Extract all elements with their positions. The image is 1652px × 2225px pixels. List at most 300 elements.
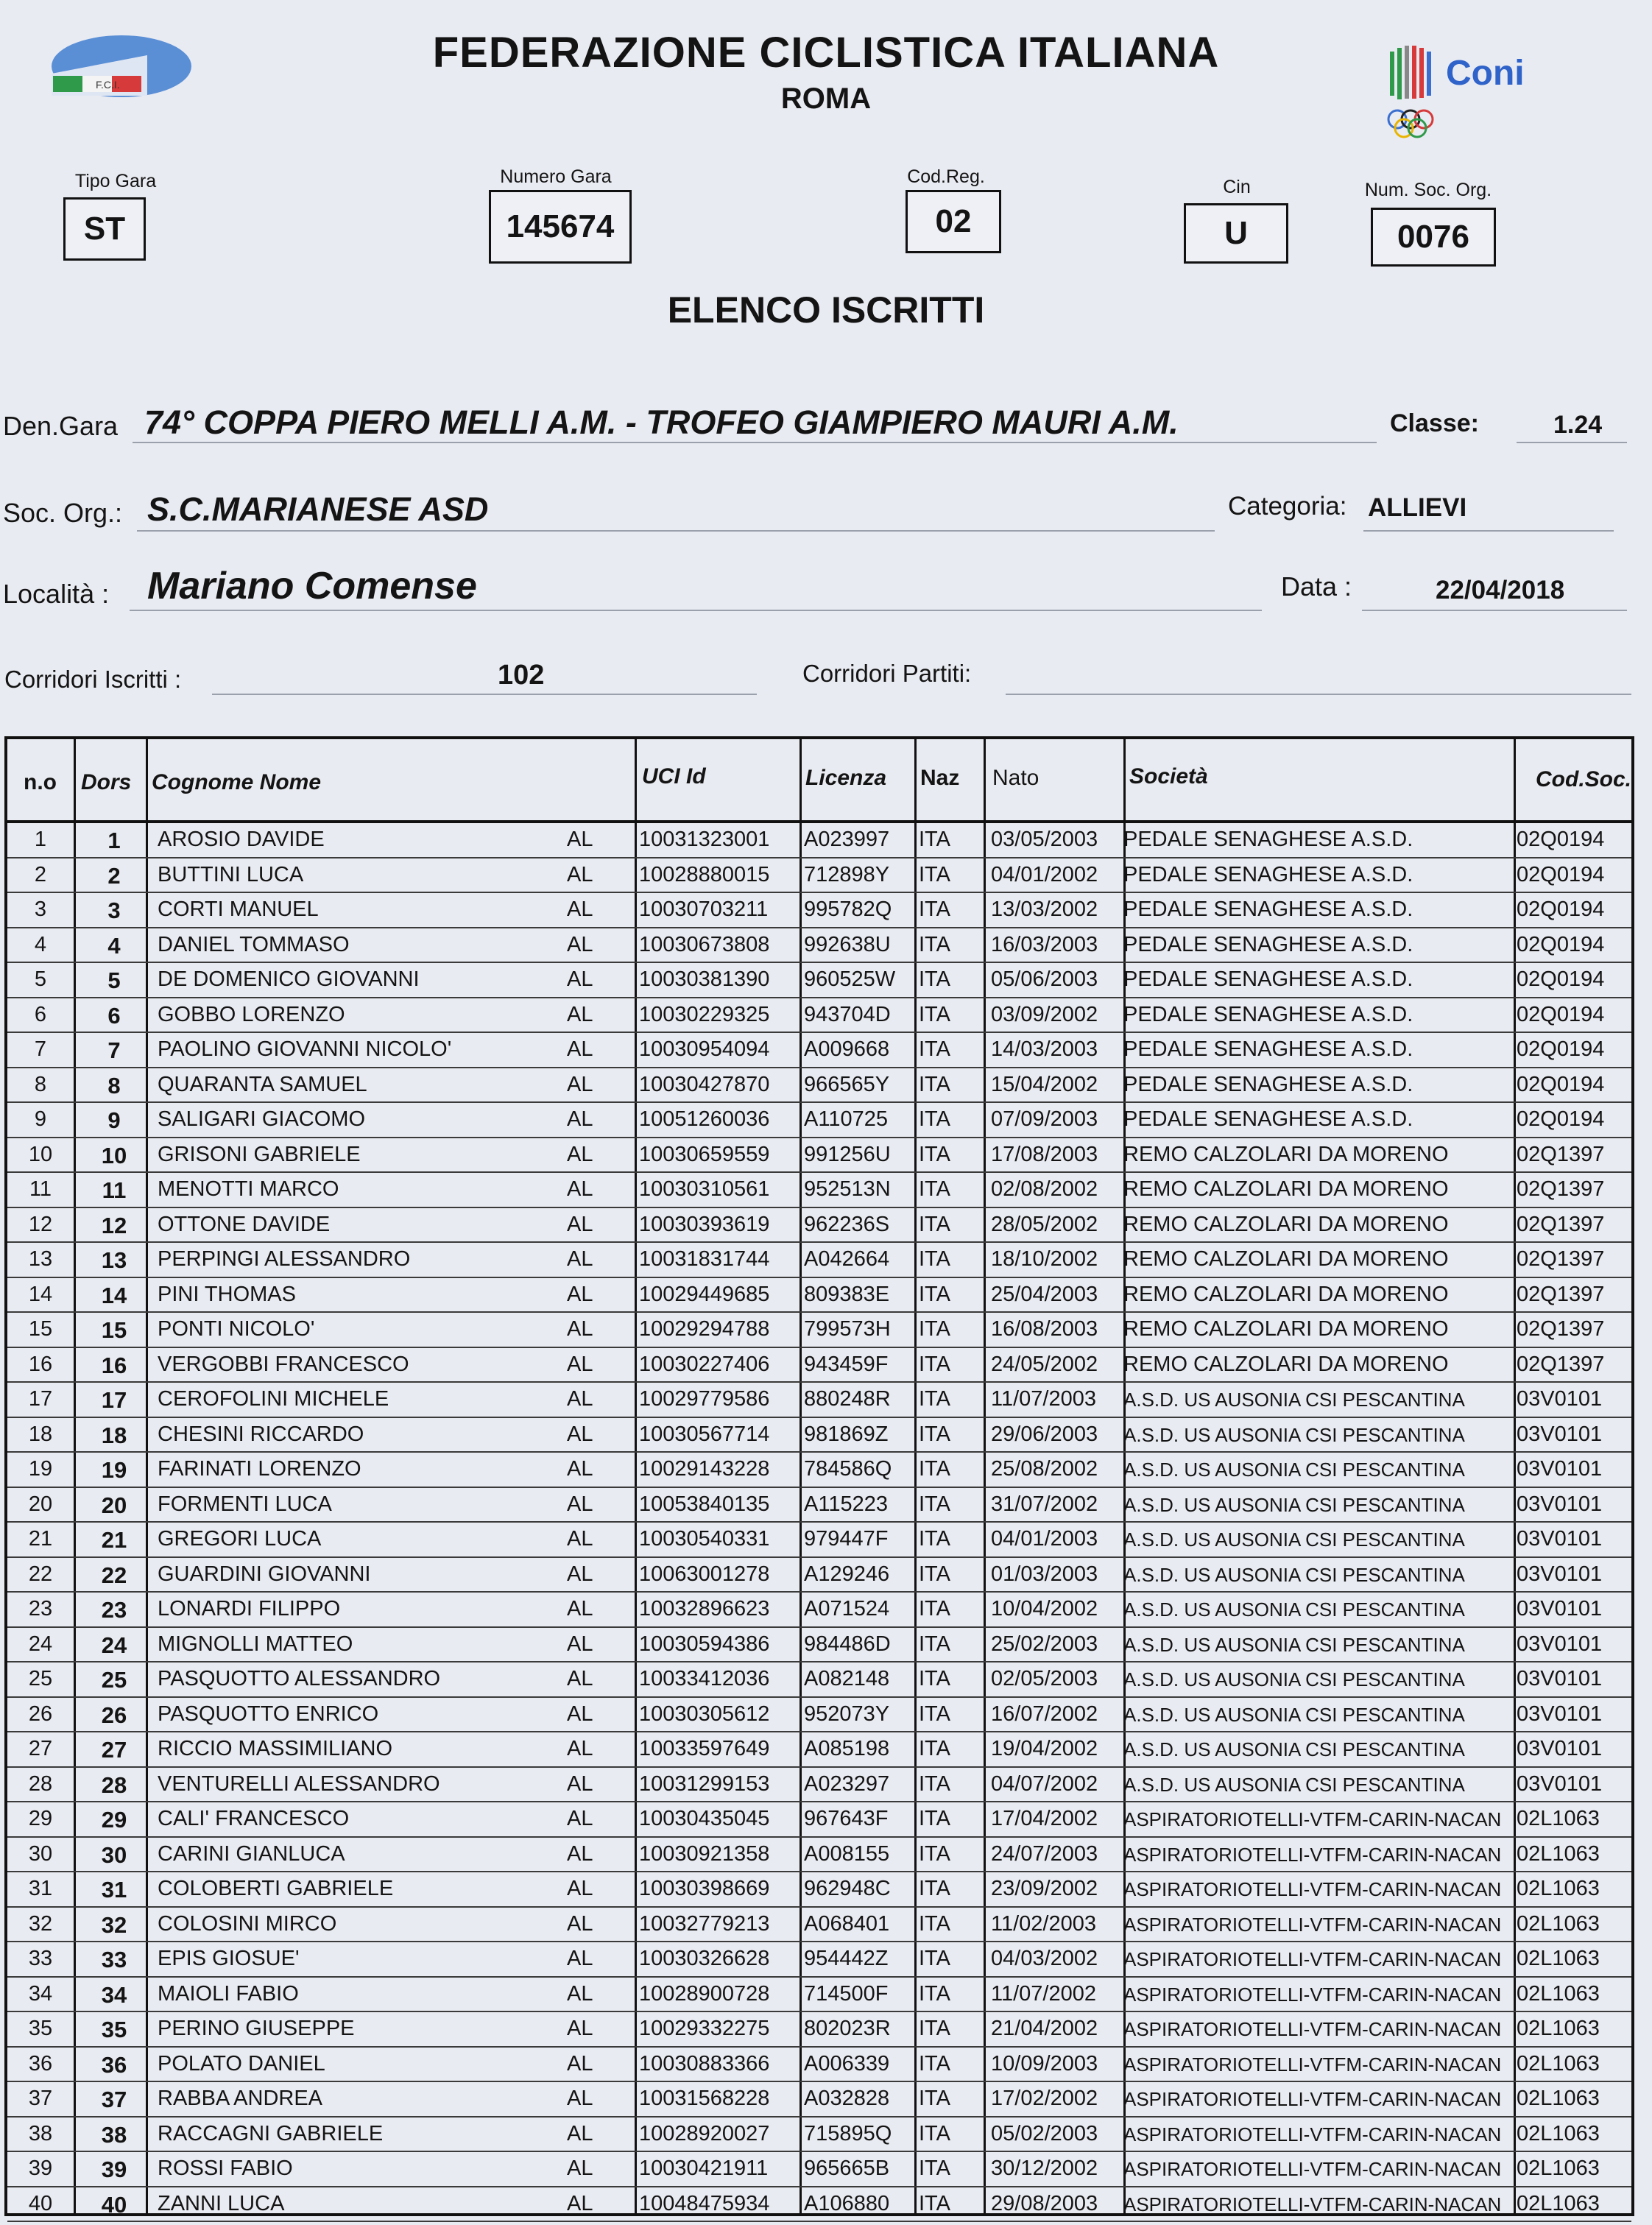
row-nationality: ITA <box>919 828 950 851</box>
row-category: AL <box>567 1387 593 1411</box>
row-team-code: 02Q1397 <box>1517 1317 1605 1341</box>
row-license: 715895Q <box>804 2121 892 2145</box>
row-category: AL <box>567 967 593 991</box>
row-uci-id: 10028880015 <box>639 862 770 886</box>
row-nationality: ITA <box>919 1352 950 1376</box>
row-birthdate: 04/01/2003 <box>991 1527 1098 1551</box>
row-license: 962236S <box>804 1212 890 1236</box>
row-number: 22 <box>28 1562 53 1586</box>
row-team: REMO CALZOLARI DA MORENO <box>1123 1177 1449 1201</box>
table-row <box>7 1032 1631 1068</box>
row-birthdate: 25/04/2003 <box>991 1282 1098 1306</box>
row-team-code: 03V0101 <box>1517 1562 1603 1586</box>
row-birthdate: 25/02/2003 <box>991 1632 1098 1656</box>
row-nationality: ITA <box>919 1212 950 1236</box>
row-team: REMO CALZOLARI DA MORENO <box>1123 1352 1449 1376</box>
row-number: 9 <box>34 1107 47 1131</box>
row-license: 880248R <box>804 1387 891 1411</box>
row-rider-name: PASQUOTTO ENRICO <box>158 1702 379 1726</box>
row-team: PEDALE SENAGHESE A.S.D. <box>1123 828 1413 851</box>
row-license: A008155 <box>804 1841 890 1866</box>
row-bib: 23 <box>101 1597 127 1623</box>
row-team-code: 02Q0194 <box>1517 862 1605 886</box>
table-row <box>7 1591 1631 1628</box>
table-header <box>7 739 1631 823</box>
table-row <box>7 1766 1631 1803</box>
row-number: 34 <box>28 1981 53 2006</box>
row-team-code: 02L1063 <box>1517 1877 1600 1900</box>
row-team: A.S.D. US AUSONIA CSI PESCANTINA <box>1123 1528 1465 1551</box>
row-uci-id: 10033597649 <box>639 1737 770 1760</box>
categoria-value: ALLIEVI <box>1368 493 1467 522</box>
row-rider-name: DANIEL TOMMASO <box>158 932 350 956</box>
row-team: PEDALE SENAGHESE A.S.D. <box>1123 1002 1413 1026</box>
row-team-code: 02L1063 <box>1517 2121 1600 2145</box>
row-rider-name: SALIGARI GIACOMO <box>158 1107 365 1131</box>
soc-org-label: Soc. Org.: <box>3 498 123 528</box>
row-license: 954442Z <box>804 1947 889 1970</box>
row-uci-id: 10032779213 <box>639 1911 770 1936</box>
row-team-code: 03V0101 <box>1517 1667 1603 1690</box>
row-rider-name: PONTI NICOLO' <box>158 1317 315 1341</box>
data-label: Data : <box>1281 571 1352 602</box>
table-row <box>7 822 1631 858</box>
table-row <box>7 1101 1631 1138</box>
row-uci-id: 10030227406 <box>639 1352 770 1376</box>
row-bib: 32 <box>101 1911 127 1938</box>
row-nationality: ITA <box>919 1737 950 1760</box>
row-category: AL <box>567 2121 593 2145</box>
table-row <box>7 1381 1631 1418</box>
row-team: A.S.D. US AUSONIA CSI PESCANTINA <box>1123 1563 1465 1586</box>
header-name: Cognome Nome <box>152 770 322 794</box>
row-nationality: ITA <box>919 1387 950 1411</box>
row-nationality: ITA <box>919 1072 950 1096</box>
cin-label: Cin <box>1223 177 1251 197</box>
row-birthdate: 13/03/2002 <box>991 898 1098 921</box>
row-number: 32 <box>28 1911 53 1936</box>
row-category: AL <box>567 1807 593 1830</box>
row-birthdate: 21/04/2002 <box>991 2017 1098 2040</box>
row-rider-name: DE DOMENICO GIOVANNI <box>158 967 420 991</box>
row-team-code: 02L1063 <box>1517 2017 1600 2040</box>
row-number: 18 <box>28 1422 53 1446</box>
row-license: 714500F <box>804 1981 889 2006</box>
row-birthdate: 01/03/2003 <box>991 1562 1098 1586</box>
row-license: A082148 <box>804 1667 890 1690</box>
row-number: 5 <box>34 967 47 991</box>
row-bib: 13 <box>101 1247 127 1273</box>
row-bib: 1 <box>107 828 121 853</box>
row-birthdate: 03/05/2003 <box>991 828 1098 851</box>
table-row <box>7 857 1631 894</box>
row-category: AL <box>567 2017 593 2040</box>
row-nationality: ITA <box>919 1142 950 1166</box>
row-birthdate: 04/01/2002 <box>991 862 1098 886</box>
row-uci-id: 10030673808 <box>639 932 770 956</box>
row-uci-id: 10063001278 <box>639 1562 770 1586</box>
row-number: 38 <box>28 2121 53 2145</box>
row-birthdate: 05/02/2003 <box>991 2121 1098 2145</box>
table-row <box>7 1801 1631 1838</box>
table-row <box>7 1556 1631 1593</box>
classe-value: 1.24 <box>1553 411 1603 439</box>
row-uci-id: 10030229325 <box>639 1002 770 1026</box>
row-category: AL <box>567 2051 593 2076</box>
row-nationality: ITA <box>919 2051 950 2076</box>
row-uci-id: 10030921358 <box>639 1841 770 1866</box>
row-bib: 25 <box>101 1667 127 1693</box>
row-team: A.S.D. US AUSONIA CSI PESCANTINA <box>1123 1773 1465 1796</box>
row-category: AL <box>567 1002 593 1026</box>
row-bib: 11 <box>102 1177 127 1203</box>
row-rider-name: COLOSINI MIRCO <box>158 1911 337 1936</box>
row-team: PEDALE SENAGHESE A.S.D. <box>1123 932 1413 956</box>
row-birthdate: 05/06/2003 <box>991 967 1098 991</box>
row-category: AL <box>567 1527 593 1551</box>
row-team: PEDALE SENAGHESE A.S.D. <box>1123 1072 1413 1096</box>
row-birthdate: 11/02/2003 <box>991 1911 1096 1936</box>
header-societa: Società <box>1129 764 1208 789</box>
table-row <box>7 1451 1631 1488</box>
categoria-label: Categoria: <box>1228 492 1347 521</box>
row-birthdate: 31/07/2002 <box>991 1492 1098 1516</box>
row-birthdate: 10/04/2002 <box>991 1597 1098 1621</box>
row-nationality: ITA <box>919 862 950 886</box>
row-number: 25 <box>28 1667 53 1690</box>
row-rider-name: COLOBERTI GABRIELE <box>158 1877 394 1900</box>
row-rider-name: PERINO GIUSEPPE <box>158 2017 355 2040</box>
row-bib: 37 <box>101 2087 127 2112</box>
table-row <box>7 1906 1631 1943</box>
row-uci-id: 10032896623 <box>639 1597 770 1621</box>
table-row <box>7 1626 1631 1663</box>
row-category: AL <box>567 1212 593 1236</box>
row-team: A.S.D. US AUSONIA CSI PESCANTINA <box>1123 1459 1465 1481</box>
row-uci-id: 10029294788 <box>639 1317 770 1341</box>
table-row <box>7 1487 1631 1523</box>
row-category: AL <box>567 1562 593 1586</box>
row-number: 8 <box>34 1072 47 1096</box>
row-bib: 29 <box>101 1807 127 1833</box>
row-bib: 22 <box>101 1562 127 1588</box>
row-license: A110725 <box>804 1107 888 1131</box>
row-category: AL <box>567 1177 593 1201</box>
row-nationality: ITA <box>919 1597 950 1621</box>
row-category: AL <box>567 1107 593 1131</box>
row-category: AL <box>567 1352 593 1376</box>
row-team-code: 02Q1397 <box>1517 1212 1605 1236</box>
row-birthdate: 30/12/2002 <box>991 2157 1098 2180</box>
row-nationality: ITA <box>919 2121 950 2145</box>
row-bib: 15 <box>101 1317 127 1343</box>
row-team-code: 02Q0194 <box>1517 1107 1605 1131</box>
row-bib: 18 <box>101 1422 127 1448</box>
table-row <box>7 927 1631 964</box>
row-rider-name: ZANNI LUCA <box>158 2191 285 2215</box>
row-team: ASPIRATORIOTELLI-VTFM-CARIN-NACAN <box>1123 1808 1502 1830</box>
row-team-code: 03V0101 <box>1517 1457 1603 1481</box>
num-soc-org-label: Num. Soc. Org. <box>1364 180 1492 200</box>
row-team: ASPIRATORIOTELLI-VTFM-CARIN-NACAN <box>1123 2158 1502 2180</box>
row-number: 31 <box>28 1877 53 1900</box>
row-team-code: 02Q0194 <box>1517 898 1605 921</box>
row-rider-name: AROSIO DAVIDE <box>158 828 325 851</box>
row-bib: 6 <box>107 1002 121 1029</box>
row-team: A.S.D. US AUSONIA CSI PESCANTINA <box>1123 1703 1465 1726</box>
row-team-code: 02L1063 <box>1517 1981 1600 2006</box>
row-license: 809383E <box>804 1282 890 1306</box>
table-row <box>7 1277 1631 1314</box>
row-birthdate: 19/04/2002 <box>991 1737 1098 1760</box>
row-number: 13 <box>28 1247 53 1271</box>
row-uci-id: 10031568228 <box>639 2087 770 2110</box>
row-license: A009668 <box>804 1037 890 1061</box>
row-uci-id: 10028920027 <box>639 2121 770 2145</box>
row-team-code: 02Q1397 <box>1517 1282 1605 1306</box>
row-bib: 24 <box>101 1632 127 1658</box>
row-team-code: 02L1063 <box>1517 1947 1600 1970</box>
row-team: REMO CALZOLARI DA MORENO <box>1123 1212 1449 1236</box>
cin-value: U <box>1184 203 1288 264</box>
row-uci-id: 10030703211 <box>639 898 769 921</box>
row-rider-name: RABBA ANDREA <box>158 2087 323 2110</box>
row-rider-name: CARINI GIANLUCA <box>158 1841 345 1866</box>
row-nationality: ITA <box>919 2087 950 2110</box>
row-birthdate: 17/02/2002 <box>991 2087 1098 2110</box>
row-number: 20 <box>28 1492 53 1516</box>
table-row <box>7 892 1631 928</box>
table-row <box>7 1836 1631 1873</box>
table-row <box>7 2186 1631 2223</box>
row-nationality: ITA <box>919 1632 950 1656</box>
cod-reg-value: 02 <box>906 190 1001 253</box>
row-birthdate: 28/05/2002 <box>991 1212 1098 1236</box>
table-row <box>7 1171 1631 1208</box>
header-no: n.o <box>24 770 57 794</box>
numero-gara-label: Numero Gara <box>500 166 612 187</box>
row-birthdate: 02/08/2002 <box>991 1177 1098 1201</box>
row-number: 17 <box>28 1387 53 1411</box>
row-bib: 33 <box>101 1947 127 1972</box>
row-category: AL <box>567 1841 593 1866</box>
row-rider-name: RACCAGNI GABRIELE <box>158 2121 384 2145</box>
row-bib: 39 <box>101 2157 127 2182</box>
table-row <box>7 2046 1631 2083</box>
row-license: 943704D <box>804 1002 891 1026</box>
row-uci-id: 10030427870 <box>639 1072 770 1096</box>
row-license: A023297 <box>804 1771 890 1796</box>
row-birthdate: 29/06/2003 <box>991 1422 1098 1446</box>
row-uci-id: 10031323001 <box>639 828 770 851</box>
row-nationality: ITA <box>919 2157 950 2180</box>
row-birthdate: 24/05/2002 <box>991 1352 1098 1376</box>
row-nationality: ITA <box>919 1841 950 1866</box>
table-row <box>7 2081 1631 2118</box>
row-category: AL <box>567 1422 593 1446</box>
row-license: 799573H <box>804 1317 891 1341</box>
row-rider-name: GUARDINI GIOVANNI <box>158 1562 371 1586</box>
table-row <box>7 1241 1631 1278</box>
table-row <box>7 1417 1631 1453</box>
partiti-line <box>1006 655 1631 695</box>
row-number: 23 <box>28 1597 53 1621</box>
row-license: 967643F <box>804 1807 889 1830</box>
row-team: ASPIRATORIOTELLI-VTFM-CARIN-NACAN <box>1123 1913 1502 1936</box>
table-row <box>7 997 1631 1034</box>
row-uci-id: 10030594386 <box>639 1632 770 1656</box>
row-team: A.S.D. US AUSONIA CSI PESCANTINA <box>1123 1668 1465 1690</box>
header-uci: UCI Id <box>642 764 706 789</box>
row-nationality: ITA <box>919 1807 950 1830</box>
table-row <box>7 1976 1631 2013</box>
row-nationality: ITA <box>919 1981 950 2006</box>
row-license: 979447F <box>804 1527 889 1551</box>
row-team-code: 02Q0194 <box>1517 1002 1605 1026</box>
row-team: REMO CALZOLARI DA MORENO <box>1123 1317 1449 1341</box>
row-team: PEDALE SENAGHESE A.S.D. <box>1123 862 1413 886</box>
row-rider-name: GOBBO LORENZO <box>158 1002 345 1026</box>
row-birthdate: 17/08/2003 <box>991 1142 1098 1166</box>
row-bib: 28 <box>101 1771 127 1798</box>
data-value: 22/04/2018 <box>1436 576 1565 604</box>
row-uci-id: 10030381390 <box>639 967 770 991</box>
row-birthdate: 16/08/2003 <box>991 1317 1098 1341</box>
row-rider-name: PINI THOMAS <box>158 1282 296 1306</box>
row-rider-name: QUARANTA SAMUEL <box>158 1072 367 1096</box>
svg-text:Coni: Coni <box>1446 54 1525 93</box>
row-number: 15 <box>28 1317 53 1341</box>
den-gara-value: 74° COPPA PIERO MELLI A.M. - TROFEO GIAMPIERO MAURI A.M. <box>144 403 1179 441</box>
numero-gara-value: 145674 <box>489 190 632 264</box>
row-number: 6 <box>34 1002 47 1026</box>
row-team-code: 03V0101 <box>1517 1422 1603 1446</box>
row-team-code: 02Q1397 <box>1517 1247 1605 1271</box>
table-row <box>7 2151 1631 2187</box>
row-license: 965665B <box>804 2157 890 2180</box>
row-team-code: 03V0101 <box>1517 1527 1603 1551</box>
row-nationality: ITA <box>919 1947 950 1970</box>
row-bib: 30 <box>101 1841 127 1868</box>
row-team-code: 03V0101 <box>1517 1492 1603 1516</box>
row-number: 3 <box>34 898 47 921</box>
row-rider-name: MAIOLI FABIO <box>158 1981 299 2006</box>
row-team-code: 02Q0194 <box>1517 932 1605 956</box>
row-rider-name: OTTONE DAVIDE <box>158 1212 331 1236</box>
row-number: 11 <box>29 1177 52 1201</box>
row-number: 1 <box>34 828 47 851</box>
row-team-code: 02Q0194 <box>1517 1037 1605 1061</box>
row-category: AL <box>567 828 593 851</box>
row-bib: 21 <box>101 1527 127 1553</box>
row-nationality: ITA <box>919 1177 950 1201</box>
row-license: A085198 <box>804 1737 890 1760</box>
row-uci-id: 10048475934 <box>639 2191 770 2215</box>
row-team-code: 03V0101 <box>1517 1387 1603 1411</box>
row-uci-id: 10029449685 <box>639 1282 770 1306</box>
row-number: 33 <box>28 1947 53 1970</box>
row-rider-name: MIGNOLLI MATTEO <box>158 1632 353 1656</box>
row-team-code: 02Q1397 <box>1517 1142 1605 1166</box>
row-license: 952073Y <box>804 1702 890 1726</box>
svg-text:F.C.I.: F.C.I. <box>96 79 120 91</box>
row-team: ASPIRATORIOTELLI-VTFM-CARIN-NACAN <box>1123 2088 1502 2110</box>
iscritti-value: 102 <box>498 660 545 691</box>
row-category: AL <box>567 898 593 921</box>
row-license: A042664 <box>804 1247 890 1271</box>
row-team-code: 02L1063 <box>1517 2157 1600 2180</box>
row-nationality: ITA <box>919 2017 950 2040</box>
row-category: AL <box>567 1667 593 1690</box>
row-uci-id: 10030393619 <box>639 1212 770 1236</box>
row-bib: 16 <box>101 1352 127 1378</box>
row-team-code: 02Q0194 <box>1517 1072 1605 1096</box>
row-number: 36 <box>28 2051 53 2076</box>
row-team: PEDALE SENAGHESE A.S.D. <box>1123 967 1413 991</box>
row-nationality: ITA <box>919 1247 950 1271</box>
row-uci-id: 10030435045 <box>639 1807 770 1830</box>
row-birthdate: 07/09/2003 <box>991 1107 1098 1131</box>
row-birthdate: 23/09/2002 <box>991 1877 1098 1900</box>
row-uci-id: 10030305612 <box>639 1702 770 1726</box>
row-number: 28 <box>28 1771 53 1796</box>
row-license: 943459F <box>804 1352 889 1376</box>
row-nationality: ITA <box>919 1771 950 1796</box>
row-rider-name: BUTTINI LUCA <box>158 862 304 886</box>
row-birthdate: 25/08/2002 <box>991 1457 1098 1481</box>
row-category: AL <box>567 932 593 956</box>
row-uci-id: 10033412036 <box>639 1667 770 1690</box>
row-birthdate: 04/03/2002 <box>991 1947 1098 1970</box>
table-row <box>7 1137 1631 1174</box>
row-nationality: ITA <box>919 1877 950 1900</box>
row-birthdate: 17/04/2002 <box>991 1807 1098 1830</box>
cod-reg-label: Cod.Reg. <box>907 166 985 187</box>
row-bib: 38 <box>101 2121 127 2148</box>
row-uci-id: 10029143228 <box>639 1457 770 1481</box>
row-uci-id: 10028900728 <box>639 1981 770 2006</box>
row-license: 992638U <box>804 932 891 956</box>
row-number: 35 <box>28 2017 53 2040</box>
entries-table <box>4 736 1634 2216</box>
row-birthdate: 29/08/2003 <box>991 2191 1098 2215</box>
row-category: AL <box>567 1247 593 1271</box>
row-team: REMO CALZOLARI DA MORENO <box>1123 1247 1449 1271</box>
row-category: AL <box>567 1597 593 1621</box>
row-uci-id: 10030540331 <box>639 1527 770 1551</box>
row-uci-id: 10031831744 <box>639 1247 770 1271</box>
row-nationality: ITA <box>919 1457 950 1481</box>
row-number: 39 <box>28 2157 53 2180</box>
row-nationality: ITA <box>919 1317 950 1341</box>
row-nationality: ITA <box>919 1562 950 1586</box>
row-rider-name: FARINATI LORENZO <box>158 1457 361 1481</box>
localita-value: Mariano Comense <box>147 565 477 607</box>
row-category: AL <box>567 1771 593 1796</box>
row-birthdate: 18/10/2002 <box>991 1247 1098 1271</box>
row-uci-id: 10029779586 <box>639 1387 770 1411</box>
row-rider-name: PAOLINO GIOVANNI NICOLO' <box>158 1037 452 1061</box>
row-bib: 7 <box>107 1037 121 1063</box>
row-uci-id: 10029332275 <box>639 2017 770 2040</box>
row-rider-name: VENTURELLI ALESSANDRO <box>158 1771 440 1796</box>
row-bib: 35 <box>101 2017 127 2042</box>
row-rider-name: CALI' FRANCESCO <box>158 1807 350 1830</box>
iscritti-line <box>212 655 757 695</box>
row-license: 952513N <box>804 1177 891 1201</box>
row-rider-name: MENOTTI MARCO <box>158 1177 339 1201</box>
row-team-code: 02L1063 <box>1517 1841 1600 1866</box>
